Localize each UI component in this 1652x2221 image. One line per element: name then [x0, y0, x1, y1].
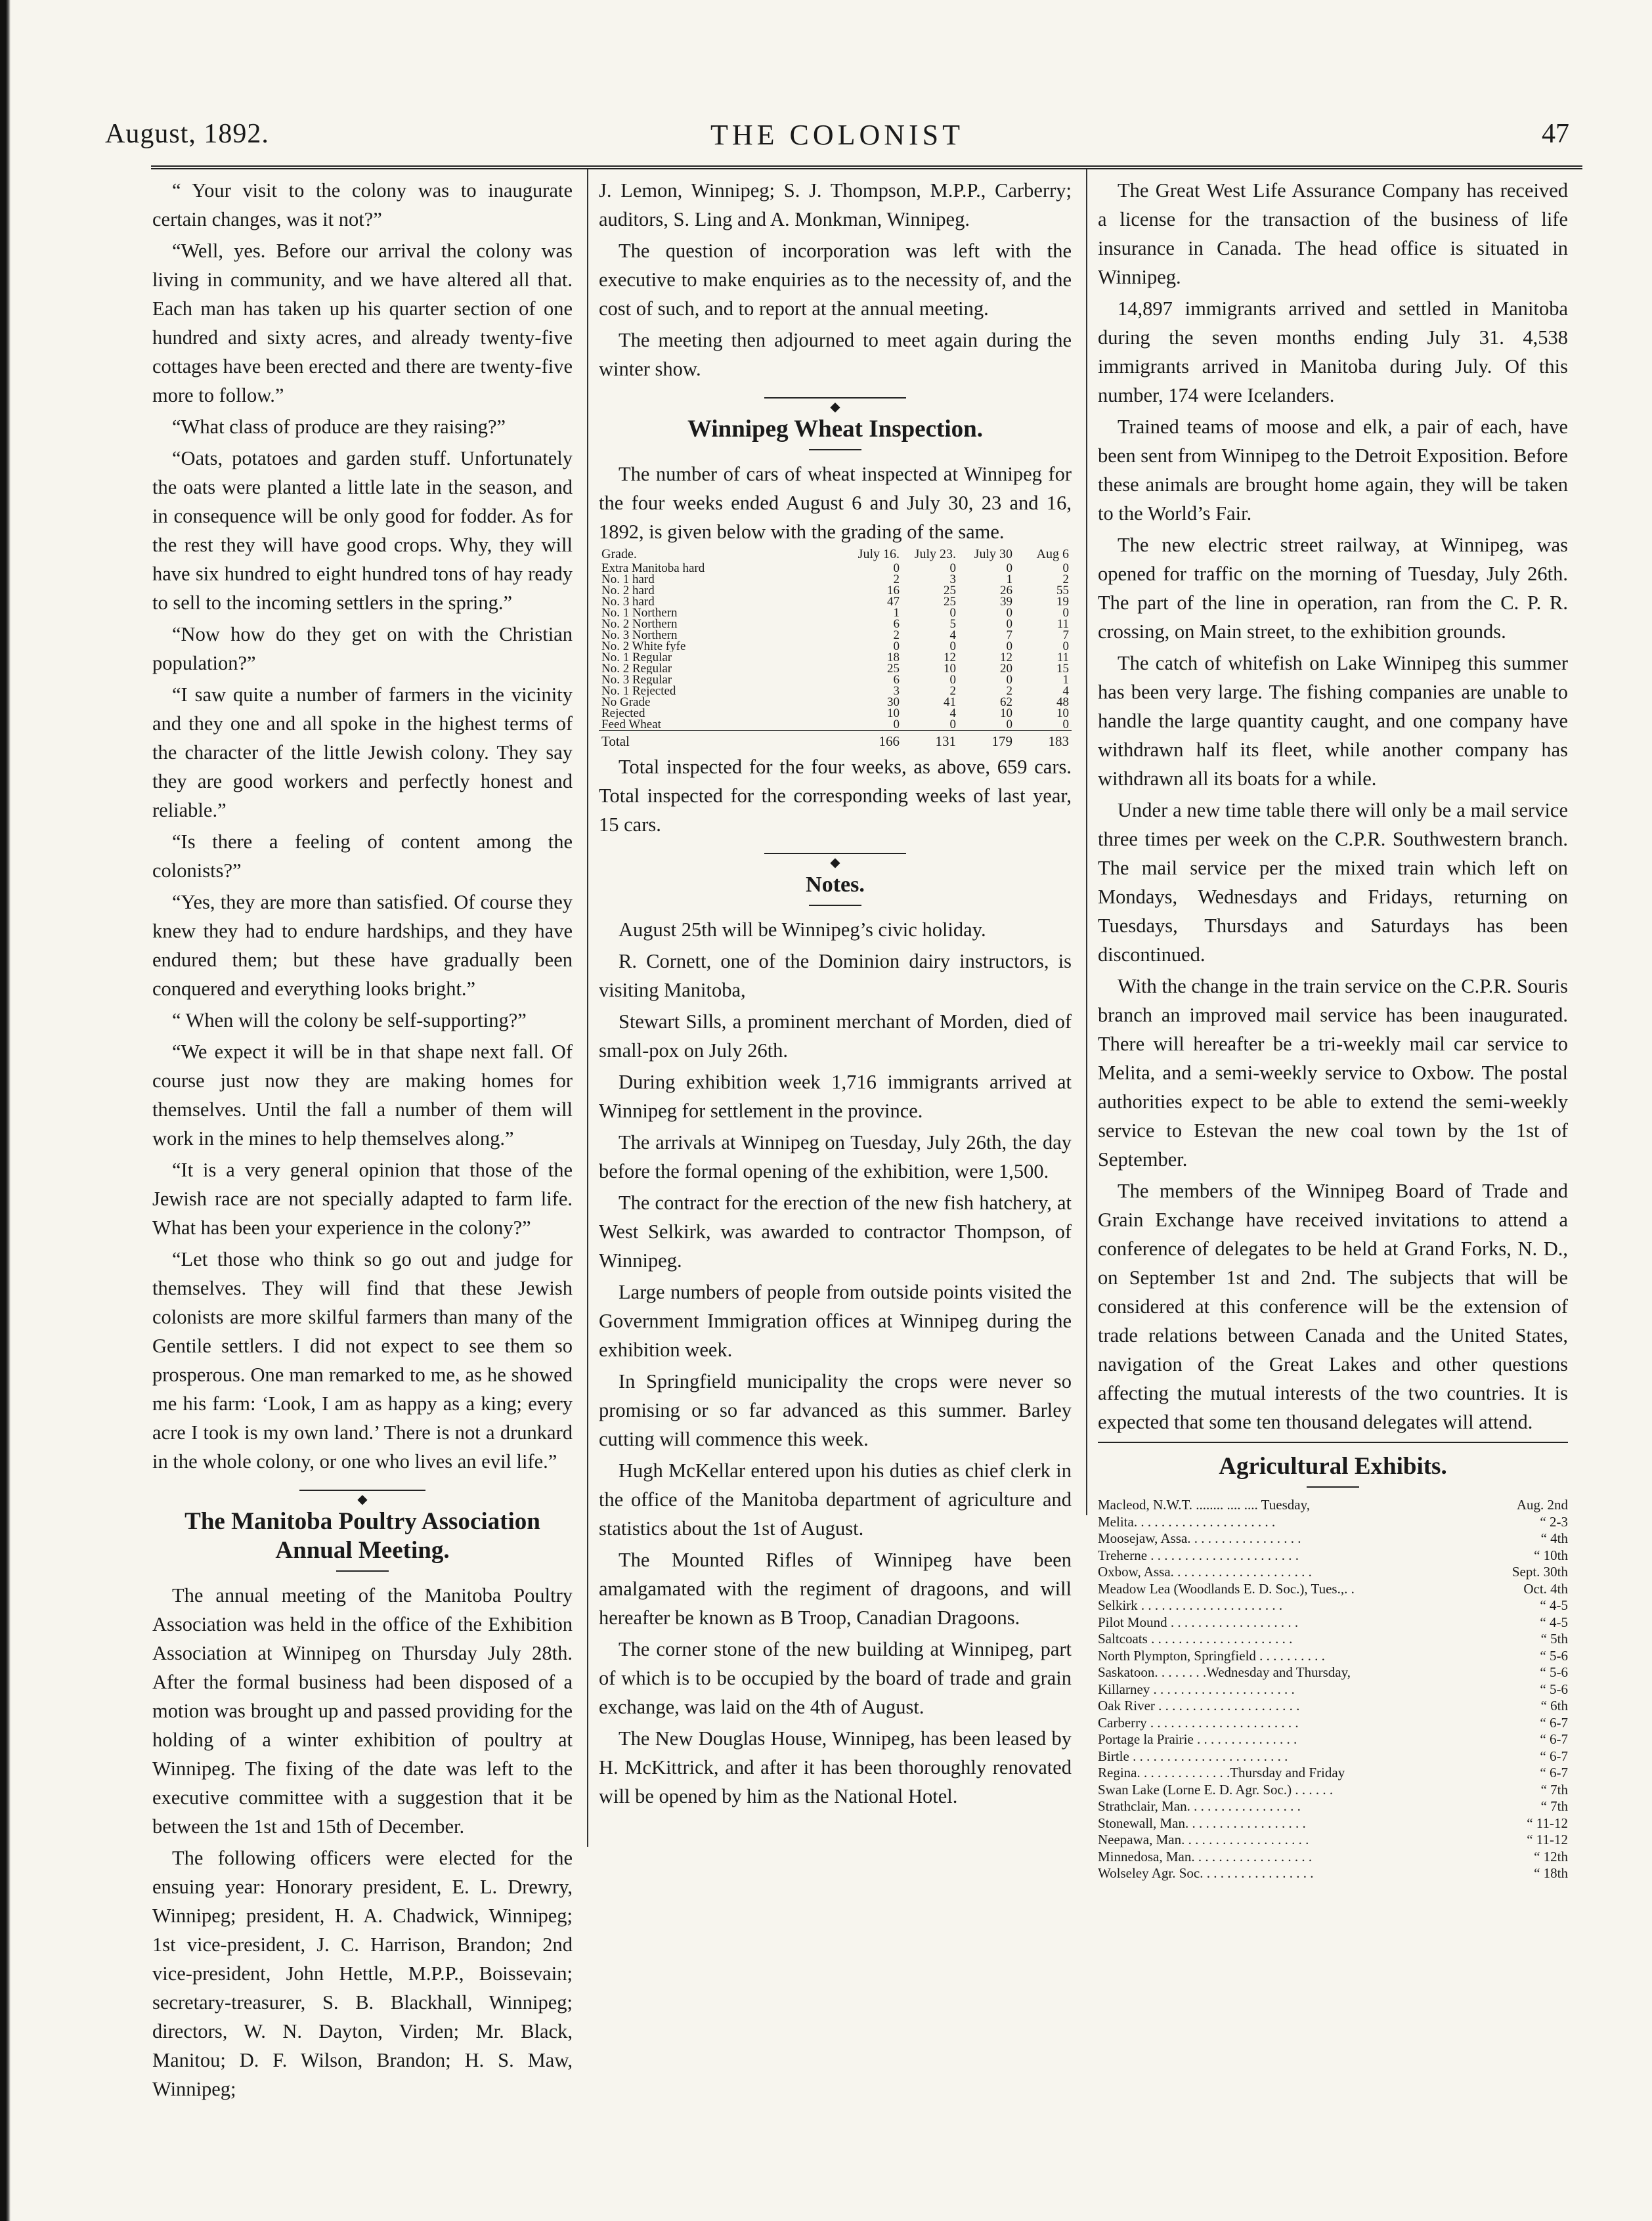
exhibit-place: Oxbow, Assa. . . . . . . . . . . . . . . . . . . . . — [1098, 1564, 1312, 1580]
count-cell: 6 — [893, 673, 900, 687]
count-cell: 30 — [887, 695, 900, 709]
exhibit-date: Aug. 2nd — [1516, 1497, 1568, 1513]
exhibit-date: “ 5-6 — [1540, 1647, 1568, 1664]
table-row — [599, 674, 1072, 685]
exhibit-date: Sept. 30th — [1511, 1564, 1568, 1580]
count-cell: 10 — [887, 706, 900, 720]
exhibit-date: “ 6th — [1540, 1698, 1568, 1714]
exhibit-date: “ 2-3 — [1540, 1513, 1568, 1530]
exhibits-list — [1098, 1497, 1568, 1882]
exhibit-row — [1098, 1514, 1568, 1531]
header-rule — [151, 165, 1582, 171]
count-cell: 3 — [949, 572, 956, 586]
table-row — [599, 607, 1072, 618]
exhibit-place: Macleod, N.W.T. ........ .... .... Tuesday, — [1098, 1497, 1310, 1513]
poultry-continued: J. Lemon, Winnipeg; S. J. Thompson, M.P.P., Carberry; auditors, S. Ling and A. Monkman, Winnipeg. — [599, 179, 1072, 230]
count-cell: 15 — [1056, 662, 1069, 676]
grade-cell: No. 2 White fyfe — [601, 641, 686, 652]
exhibit-place: Birtle . . . . . . . . . . . . . . . . . . . . . . . — [1098, 1748, 1288, 1764]
count-cell: 10 — [1056, 706, 1069, 720]
heading-rule — [1307, 1486, 1359, 1488]
count-cell: 12 — [944, 651, 956, 664]
exhibit-place: Wolseley Agr. Soc. . . . . . . . . . . . . . . . . — [1098, 1865, 1314, 1881]
count-cell: 4 — [949, 628, 956, 642]
section-ornament: ◆ — [152, 1482, 573, 1498]
table-row — [599, 663, 1072, 674]
table-body — [599, 563, 1072, 747]
count-cell: 47 — [887, 595, 900, 609]
count-cell: 26 — [1000, 584, 1012, 597]
grade-cell: No. 2 hard — [601, 585, 655, 596]
count-cell: 25 — [944, 584, 956, 597]
interview-paragraph: “It is a very general opinion that those of the Jewish race are not specially adapted to farm life. What has been your experience in the colony?” — [152, 1159, 573, 1239]
section-rule — [1098, 1442, 1568, 1443]
news-paragraph: Trained teams of moose and elk, a pair of each, have been sent from Winnipeg to the Detroit Exposition. Before these animals are brought home again, they will be taken to the World’s Fair. — [1098, 416, 1568, 525]
news-paragraph: The catch of whitefish on Lake Winnipeg this summer has been very large. The fishing companies are unable to handle the large quantity caught, and one company have withdrawn half its fleet, while another company has withdrawn all its boats for a while. — [1098, 652, 1568, 790]
count-cell: 0 — [1006, 561, 1012, 575]
note-item: The New Douglas House, Winnipeg, has been leased by H. McKittrick, and after it has been thoroughly renovated will be opened by him as the National Hotel. — [599, 1727, 1072, 1807]
grade-cell: No. 3 Northern — [601, 630, 678, 641]
wheat-heading: Winnipeg Wheat Inspection. — [687, 416, 983, 442]
grade-cell: No. 1 Rejected — [601, 685, 676, 697]
count-cell: 16 — [887, 584, 900, 597]
interview-paragraph: “Yes, they are more than satisfied. Of course they knew they had to endure hardships, and they have endured them; but these have gradually been conquered and everything looks bright.” — [152, 891, 573, 1000]
count-cell: 0 — [893, 718, 900, 731]
exhibit-place: Selkirk . . . . . . . . . . . . . . . . . . . . . — [1098, 1597, 1283, 1613]
count-cell: 0 — [893, 639, 900, 653]
total-label: Total — [599, 731, 846, 748]
exhibit-row — [1098, 1631, 1568, 1648]
exhibit-row — [1098, 1530, 1568, 1547]
count-cell: 12 — [1000, 651, 1012, 664]
count-cell: 25 — [887, 662, 900, 676]
exhibit-date: “ 5-6 — [1540, 1681, 1568, 1697]
exhibit-date: “ 6-7 — [1540, 1748, 1568, 1764]
grade-cell: Feed Wheat — [601, 719, 661, 731]
grade-cell: No Grade — [601, 697, 651, 708]
column-divider-2 — [1086, 169, 1087, 1515]
interview-paragraph: “We expect it will be in that shape next fall. Of course just now they are making homes for themselves. Until the fall a number of them will work in the mines to help themselves along.” — [152, 1041, 573, 1150]
count-cell: 20 — [1000, 662, 1012, 676]
note-item: Hugh McKellar entered upon his duties as chief clerk in the office of the Manitoba department of agriculture and statistics about the 1st of August. — [599, 1459, 1072, 1540]
exhibit-row — [1098, 1798, 1568, 1815]
wheat-intro: The number of cars of wheat inspected at Winnipeg for the four weeks ended August 6 and July 30, 23 and 16, 1892, is given below with the grading of the same. — [599, 463, 1072, 543]
total-cell: 131 — [902, 731, 959, 748]
exhibit-row — [1098, 1865, 1568, 1882]
count-cell: 25 — [944, 595, 956, 609]
interview-paragraph: “ Your visit to the colony was to inaugurate certain changes, was it not?” — [152, 179, 573, 230]
poultry-paragraph: The annual meeting of the Manitoba Poultry Association was held in the office of the Exhibition Association at Winnipeg on Thursday July 28th. After the formal business had been disposed of a motion was brought up and passed providing for the holding of a winter exhibition of poultry at Winnipeg. The fixing of the date was left to the executive committee with a suggestion that it be between the 1st and 15th of December. — [152, 1584, 573, 1838]
grade-cell: Extra Manitoba hard — [601, 563, 705, 574]
exhibit-row — [1098, 1849, 1568, 1866]
exhibit-row — [1098, 1748, 1568, 1765]
exhibit-place: Melita. . . . . . . . . . . . . . . . . . . . . — [1098, 1513, 1276, 1530]
count-cell: 39 — [1000, 595, 1012, 609]
count-cell: 0 — [949, 639, 956, 653]
count-cell: 0 — [1006, 606, 1012, 620]
exhibits-heading: Agricultural Exhibits. — [1219, 1453, 1447, 1480]
exhibit-date: “ 18th — [1534, 1865, 1568, 1881]
heading-rule — [809, 905, 861, 906]
column-divider-1 — [587, 169, 588, 1847]
exhibit-row — [1098, 1698, 1568, 1715]
count-cell: 11 — [1056, 651, 1069, 664]
heading-rule — [809, 449, 861, 450]
count-cell: 7 — [1062, 628, 1069, 642]
note-item: August 25th will be Winnipeg’s civic holiday. — [619, 918, 986, 941]
poultry-heading: The Manitoba Poultry Association Annual Meeting. — [185, 1508, 540, 1564]
table-row — [599, 596, 1072, 607]
grade-cell: No. 3 hard — [601, 596, 655, 607]
exhibit-row — [1098, 1832, 1568, 1849]
count-cell: 10 — [944, 662, 956, 676]
column-1 — [152, 176, 573, 2106]
exhibit-row — [1098, 1564, 1568, 1581]
exhibit-date: “ 11-12 — [1527, 1815, 1568, 1831]
exhibit-place: Treherne . . . . . . . . . . . . . . . . . . . . . . — [1098, 1547, 1299, 1563]
exhibit-place: Meadow Lea (Woodlands E. D. Soc.), Tues.,. . — [1098, 1580, 1355, 1597]
page-number: 47 — [1542, 119, 1569, 149]
exhibit-row — [1098, 1715, 1568, 1732]
exhibit-row — [1098, 1581, 1568, 1598]
grade-cell: No. 1 hard — [601, 574, 655, 585]
issue-date: August, 1892. — [105, 119, 269, 149]
exhibit-row — [1098, 1765, 1568, 1782]
exhibit-place: Swan Lake (Lorne E. D. Agr. Soc.) . . . . . . — [1098, 1781, 1334, 1798]
total-cell: 183 — [1015, 731, 1072, 748]
section-ornament: ◆ — [599, 390, 1072, 406]
exhibit-date: “ 6-7 — [1540, 1714, 1568, 1731]
exhibit-date: Oct. 4th — [1523, 1580, 1568, 1597]
note-item: The contract for the erection of the new fish hatchery, at West Selkirk, was awarded to contractor Thompson, of Winnipeg. — [599, 1192, 1072, 1272]
count-cell: 2 — [1006, 684, 1012, 698]
note-item: The Mounted Rifles of Winnipeg have been amalgamated with the regiment of dragoons, and will hereafter be known as B Troop, Canadian Dragoons. — [599, 1549, 1072, 1629]
total-cell: 179 — [959, 731, 1015, 748]
exhibit-place: Stonewall, Man. . . . . . . . . . . . . . . . . . — [1098, 1815, 1306, 1831]
exhibit-row — [1098, 1664, 1568, 1681]
interview-paragraph: “Well, yes. Before our arrival the colony was living in community, and we have altered all that. Each man has taken up his quarter section of one hundred and sixty acres, and already twenty-five cottages have been erected and there are twenty-five more to follow.” — [152, 240, 573, 406]
exhibit-date: “ 7th — [1540, 1781, 1568, 1798]
exhibit-place: Oak River . . . . . . . . . . . . . . . . . . . . . — [1098, 1698, 1300, 1714]
news-paragraph: Under a new time table there will only be a mail service three times per week on the C.P.R. Southwestern branch. The mail service per the mixed train which left on Mondays, Wednesdays and Fridays, returning on Tuesdays, Thursdays and Saturdays has been discontinued. — [1098, 799, 1568, 966]
grade-cell: No. 2 Regular — [601, 663, 672, 674]
interview-paragraph: “I saw quite a number of farmers in the vicinity and they one and all spoke in the highest terms of the character of the little Jewish colony. They say they are good workers and perfectly honest and reliable.” — [152, 683, 573, 821]
grade-cell: No. 2 Northern — [601, 618, 678, 630]
exhibit-place: Carberry . . . . . . . . . . . . . . . . . . . . . . — [1098, 1714, 1299, 1731]
exhibit-row — [1098, 1547, 1568, 1564]
column-3 — [1098, 176, 1568, 1882]
count-cell: 2 — [893, 572, 900, 586]
count-cell: 18 — [887, 651, 900, 664]
table-total-row — [599, 731, 1072, 748]
exhibit-place: Moosejaw, Assa. . . . . . . . . . . . . . . . . — [1098, 1530, 1301, 1546]
count-cell: 48 — [1056, 695, 1069, 709]
count-cell: 7 — [1006, 628, 1012, 642]
exhibit-place: Neepawa, Man. . . . . . . . . . . . . . . . . . . — [1098, 1832, 1309, 1847]
exhibit-date: “ 6-7 — [1540, 1731, 1568, 1747]
table-header: July 23. — [914, 547, 956, 561]
interview-paragraph: “Let those who think so go out and judge for themselves. They will find that these Jewish colonists are more skilful farmers than many of the Gentile settlers. I did not expect to see them so prosperous. One man remarked to me, as he showed me his farm: ‘Look, I am as happy as a king; every acre I took is my own land.’ There is not a drunkard in the whole colony, or one who lives an evil life.” — [152, 1248, 573, 1473]
exhibit-place: Saltcoats . . . . . . . . . . . . . . . . . . . . . — [1098, 1631, 1293, 1647]
count-cell: 0 — [1006, 639, 1012, 653]
exhibit-row — [1098, 1614, 1568, 1631]
table-row — [599, 563, 1072, 574]
exhibit-place: Regina. . . . . . . . . . . . . .Thursday and Friday — [1098, 1765, 1345, 1780]
exhibit-row — [1098, 1782, 1568, 1799]
note-item: Stewart Sills, a prominent merchant of Morden, died of small-pox on July 26th. — [599, 1010, 1072, 1062]
news-paragraph: With the change in the train service on the C.P.R. Souris branch an improved mail service has been inaugurated. There will hereafter be a tri-weekly mail car service to Melita, and a semi-weekly service to Oxbow. The postal authorities expect to be able to extend the semi-weekly service to Estevan the new coal town by the 1st of September. — [1098, 975, 1568, 1171]
count-cell: 5 — [949, 617, 956, 631]
count-cell: 0 — [1062, 606, 1069, 620]
poultry-continued: The meeting then adjourned to meet again during the winter show. — [599, 329, 1072, 380]
count-cell: 41 — [944, 695, 956, 709]
poultry-paragraph: The following officers were elected for the ensuing year: Honorary president, E. L. Drewry, Winnipeg; president, H. A. Chadwick, Winnipeg; 1st vice-president, J. C. Harrison, Brandon; 2nd vice-president, John Hettle, M.P.P., Boissevain; secretary-treasurer, S. B. Blackhall, Winnipeg; directors, W. N. Dayton, Virden; Mr. Black, Manitou; D. F. Wilson, Brandon; H. S. Maw, Winnipeg; — [152, 1847, 573, 2100]
count-cell: 0 — [949, 718, 956, 731]
interview-paragraph: “ When will the colony be self-supporting?” — [172, 1009, 527, 1031]
interview-paragraph: “Is there a feeling of content among the colonists?” — [152, 830, 573, 882]
exhibit-date: “ 12th — [1534, 1848, 1568, 1865]
count-cell: 1 — [1062, 673, 1069, 687]
exhibit-date: “ 7th — [1540, 1798, 1568, 1814]
count-cell: 2 — [949, 684, 956, 698]
table-header: July 16. — [858, 547, 900, 561]
news-paragraph: The members of the Winnipeg Board of Trade and Grain Exchange have received invitations to attend a conference of delegates to be held at Grand Forks, N. D., on September 1st and 2nd. The subjects that will be considered at this conference will be the extension of trade relations between Canada and the United States, navigation of the Great Lakes and other questions affecting the mutual interests of the two countries. It is expected that some ten thousand delegates will attend. — [1098, 1180, 1568, 1433]
count-cell: 1 — [893, 606, 900, 620]
exhibit-date: “ 11-12 — [1527, 1832, 1568, 1847]
news-paragraph: The new electric street railway, at Winnipeg, was opened for traffic on the morning of Tuesday, July 26th. The part of the line in operation, ran from the C. P. R. crossing, on Main street, to the exhibition grounds. — [1098, 534, 1568, 643]
count-cell: 0 — [949, 606, 956, 620]
count-cell: 2 — [1062, 572, 1069, 586]
count-cell: 0 — [1006, 617, 1012, 631]
exhibit-date: “ 4-5 — [1540, 1597, 1568, 1613]
interview-paragraph: “Oats, potatoes and garden stuff. Unfortunately the oats were planted a little late in the season, and in consequence will be only good for fodder. As for the rest they will have good crops. Why, they will have six hundred to eight hundred tons of hay ready to sell to the incoming settlers in the spring.” — [152, 447, 573, 614]
count-cell: 4 — [1062, 684, 1069, 698]
note-item: During exhibition week 1,716 immigrants arrived at Winnipeg for settlement in the province. — [599, 1071, 1072, 1122]
exhibit-row — [1098, 1597, 1568, 1614]
note-item: In Springfield municipality the crops were never so promising or so far advanced as this summer. Barley cutting will commence this week. — [599, 1370, 1072, 1450]
grade-cell: No. 3 Regular — [601, 674, 672, 685]
count-cell: 0 — [1062, 561, 1069, 575]
exhibit-place: Strathclair, Man. . . . . . . . . . . . . . . . . — [1098, 1798, 1301, 1814]
table-row — [599, 630, 1072, 641]
exhibit-date: “ 5-6 — [1540, 1664, 1568, 1680]
count-cell: 62 — [1000, 695, 1012, 709]
exhibit-place: Minnedosa, Man. . . . . . . . . . . . . . . . . . — [1098, 1848, 1313, 1865]
exhibit-row — [1098, 1815, 1568, 1832]
exhibit-place: Pilot Mound . . . . . . . . . . . . . . . . . . . — [1098, 1614, 1299, 1630]
grade-cell: No. 1 Northern — [601, 607, 678, 618]
exhibit-date: “ 5th — [1540, 1631, 1568, 1647]
notes-heading: Notes. — [806, 873, 865, 897]
count-cell: 4 — [949, 706, 956, 720]
exhibit-date: “ 6-7 — [1540, 1765, 1568, 1780]
count-cell: 0 — [1062, 639, 1069, 653]
table-row — [599, 719, 1072, 731]
news-paragraph: The Great West Life Assurance Company has received a license for the transaction of the business of life insurance in Canada. The head office is situated in Winnipeg. — [1098, 179, 1568, 288]
grade-cell: Rejected — [601, 708, 645, 719]
interview-paragraph: “What class of produce are they raising?” — [172, 416, 506, 438]
count-cell: 3 — [893, 684, 900, 698]
poultry-continued: The question of incorporation was left with the executive to make enquiries as to the necessity of, and the cost of such, and to report at the annual meeting. — [599, 240, 1072, 320]
count-cell: 11 — [1056, 617, 1069, 631]
count-cell: 0 — [1006, 673, 1012, 687]
note-item: Large numbers of people from outside points visited the Government Immigration offices at Winnipeg during the exhibition week. — [599, 1281, 1072, 1361]
wheat-grading-table — [599, 549, 1072, 747]
news-paragraph: 14,897 immigrants arrived and settled in Manitoba during the seven months ending July 31. 4,538 immigrants arrived in Manitoba during July. Of this number, 174 were Icelanders. — [1098, 297, 1568, 406]
table-header: Aug 6 — [1036, 547, 1069, 561]
table-row — [599, 708, 1072, 719]
count-cell: 10 — [1000, 706, 1012, 720]
count-cell: 0 — [1062, 718, 1069, 731]
exhibit-place: Saskatoon. . . . . . . .Wednesday and Thursday, — [1098, 1664, 1351, 1680]
count-cell: 19 — [1056, 595, 1069, 609]
total-cell: 166 — [846, 731, 902, 748]
exhibit-place: Killarney . . . . . . . . . . . . . . . . . . . . . — [1098, 1681, 1295, 1697]
exhibit-row — [1098, 1648, 1568, 1665]
exhibit-place: North Plympton, Springfield . . . . . . . . . . — [1098, 1647, 1325, 1664]
page-spine-shadow — [0, 0, 11, 2221]
page-header — [105, 118, 1569, 158]
count-cell: 6 — [893, 617, 900, 631]
exhibit-date: “ 4-5 — [1540, 1614, 1568, 1630]
note-item: The arrivals at Winnipeg on Tuesday, July 26th, the day before the formal opening of the exhibition, were 1,500. — [599, 1131, 1072, 1182]
count-cell: 0 — [893, 561, 900, 575]
count-cell: 2 — [893, 628, 900, 642]
table-header-row — [599, 549, 1072, 563]
note-item: R. Cornett, one of the Dominion dairy instructors, is visiting Manitoba, — [599, 950, 1072, 1001]
table-header: July 30 — [974, 547, 1012, 561]
note-item: The corner stone of the new building at Winnipeg, part of which is to be occupied by the board of trade and grain exchange, was laid on the 4th of August. — [599, 1638, 1072, 1718]
exhibit-row — [1098, 1731, 1568, 1748]
newspaper-title: THE COLONIST — [710, 119, 965, 151]
count-cell: 1 — [1006, 572, 1012, 586]
exhibit-row — [1098, 1681, 1568, 1698]
table-header: Grade. — [601, 547, 637, 561]
count-cell: 0 — [1006, 718, 1012, 731]
section-ornament: ◆ — [599, 846, 1072, 861]
heading-rule — [336, 1570, 389, 1572]
exhibit-row — [1098, 1497, 1568, 1514]
exhibit-date: “ 10th — [1534, 1547, 1568, 1563]
column-2 — [599, 176, 1072, 1813]
table-row — [599, 618, 1072, 630]
count-cell: 0 — [949, 561, 956, 575]
wheat-outro: Total inspected for the four weeks, as above, 659 cars. Total inspected for the corresponding weeks of last year, 15 cars. — [599, 756, 1072, 836]
interview-paragraph: “Now how do they get on with the Christian population?” — [152, 623, 573, 674]
exhibit-date: “ 4th — [1540, 1530, 1568, 1546]
count-cell: 55 — [1056, 584, 1069, 597]
count-cell: 0 — [949, 673, 956, 687]
exhibit-place: Portage la Prairie . . . . . . . . . . . . . . . — [1098, 1731, 1297, 1747]
grade-cell: No. 1 Regular — [601, 652, 672, 663]
